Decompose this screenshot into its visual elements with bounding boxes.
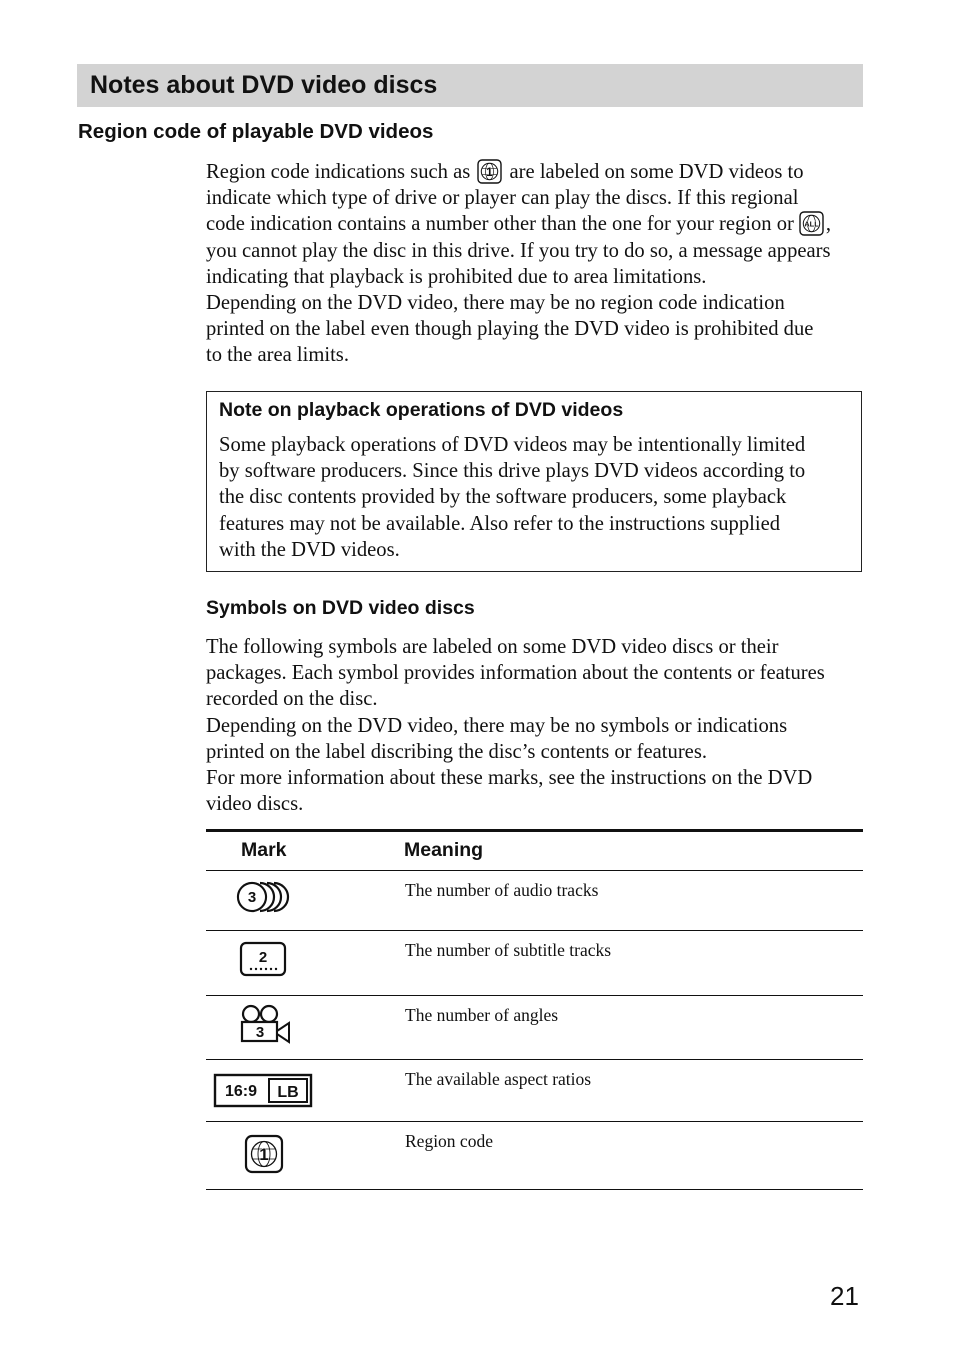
region-code-heading: Region code of playable DVD videos <box>78 120 434 143</box>
symbols-line: For more information about these marks, see the instructions on the DVD <box>206 767 813 790</box>
region-text-1a: Region code indications such as <box>206 161 471 183</box>
angles-number: 3 <box>255 1024 265 1041</box>
note-body <box>219 432 805 563</box>
region-text-5: indicating that playback is prohibited due to area limitations. <box>206 265 707 288</box>
angles-camera-icon <box>206 996 326 1059</box>
meaning-aspect-ratios: The available aspect ratios <box>405 1069 592 1089</box>
mark-column-header: Mark <box>241 839 287 861</box>
region-text-4: you cannot play the disc in this drive. If you try to do so, a message appears <box>206 239 831 262</box>
region-code-paragraph <box>206 159 866 369</box>
region-code-number: 1 <box>259 1145 269 1164</box>
region-text-1b: are labeled on some DVD videos to <box>509 161 804 183</box>
symbols-line: Depending on the DVD video, there may be no symbols or indications <box>206 714 788 737</box>
region-text-3b: , <box>825 213 832 236</box>
page-number: 21 <box>830 1281 859 1311</box>
aspect-ratio-icon <box>206 1060 326 1121</box>
region-code-globe-icon <box>206 1122 326 1189</box>
table-row <box>206 1060 863 1122</box>
meaning-column-header: Meaning <box>404 839 484 861</box>
region-text-2: indicate which type of drive or player can play the discs. If this regional <box>206 187 799 210</box>
letterbox-text: LB <box>277 1084 299 1101</box>
meaning-angles: The number of angles <box>405 1005 559 1025</box>
note-line: with the DVD videos. <box>219 538 400 561</box>
region-text-3a: code indication contains a number other than the one for your region or <box>206 213 794 236</box>
note-title: Note on playback operations of DVD videos <box>219 399 624 421</box>
region-globe-icon <box>477 159 502 184</box>
region-text-7: printed on the label even though playing the DVD video is prohibited due <box>206 318 814 341</box>
region-text-8: to the area limits. <box>206 344 349 367</box>
table-row <box>206 996 863 1060</box>
note-line: Some playback operations of DVD videos may be intentionally limited <box>219 434 806 456</box>
symbols-paragraph <box>206 634 866 817</box>
table-header <box>206 832 863 871</box>
aspect-ratio-text: 16:9 <box>224 1083 258 1100</box>
note-line: by software producers. Since this drive plays DVD videos according to <box>219 460 806 483</box>
meaning-audio-tracks: The number of audio tracks <box>405 880 599 900</box>
symbols-line: printed on the label discribing the disc’s contents or features. <box>206 740 707 763</box>
symbols-heading: Symbols on DVD video discs <box>206 597 475 619</box>
region-all-globe-icon <box>799 211 824 236</box>
symbols-line: packages. Each symbol provides information about the contents or features <box>206 662 825 685</box>
symbols-line: recorded on the disc. <box>206 688 378 711</box>
symbols-line: video discs. <box>206 793 304 816</box>
symbols-table <box>206 829 863 1190</box>
table-row <box>206 1122 863 1190</box>
audio-tracks-icon <box>206 871 326 930</box>
symbols-line: The following symbols are labeled on some DVD video discs or their <box>206 636 779 658</box>
subtitle-tracks-icon <box>206 931 326 995</box>
playback-note-box <box>206 391 862 572</box>
all-icon-text: ALL <box>804 219 819 229</box>
audio-tracks-number: 3 <box>247 889 257 906</box>
note-line: the disc contents provided by the software producers, some playback <box>219 486 787 509</box>
meaning-subtitle-tracks: The number of subtitle tracks <box>405 940 612 960</box>
subtitle-tracks-number: 2 <box>258 949 268 966</box>
section-title: Notes about DVD video discs <box>90 71 438 99</box>
note-line: features may not be available. Also refer to the instructions supplied <box>219 512 781 535</box>
region-icon-number: 1 <box>486 165 494 179</box>
meaning-region-code: Region code <box>405 1131 493 1151</box>
table-row <box>206 931 863 996</box>
table-row <box>206 871 863 931</box>
region-text-6: Depending on the DVD video, there may be no region code indication <box>206 292 785 315</box>
section-header-bar <box>77 64 863 107</box>
